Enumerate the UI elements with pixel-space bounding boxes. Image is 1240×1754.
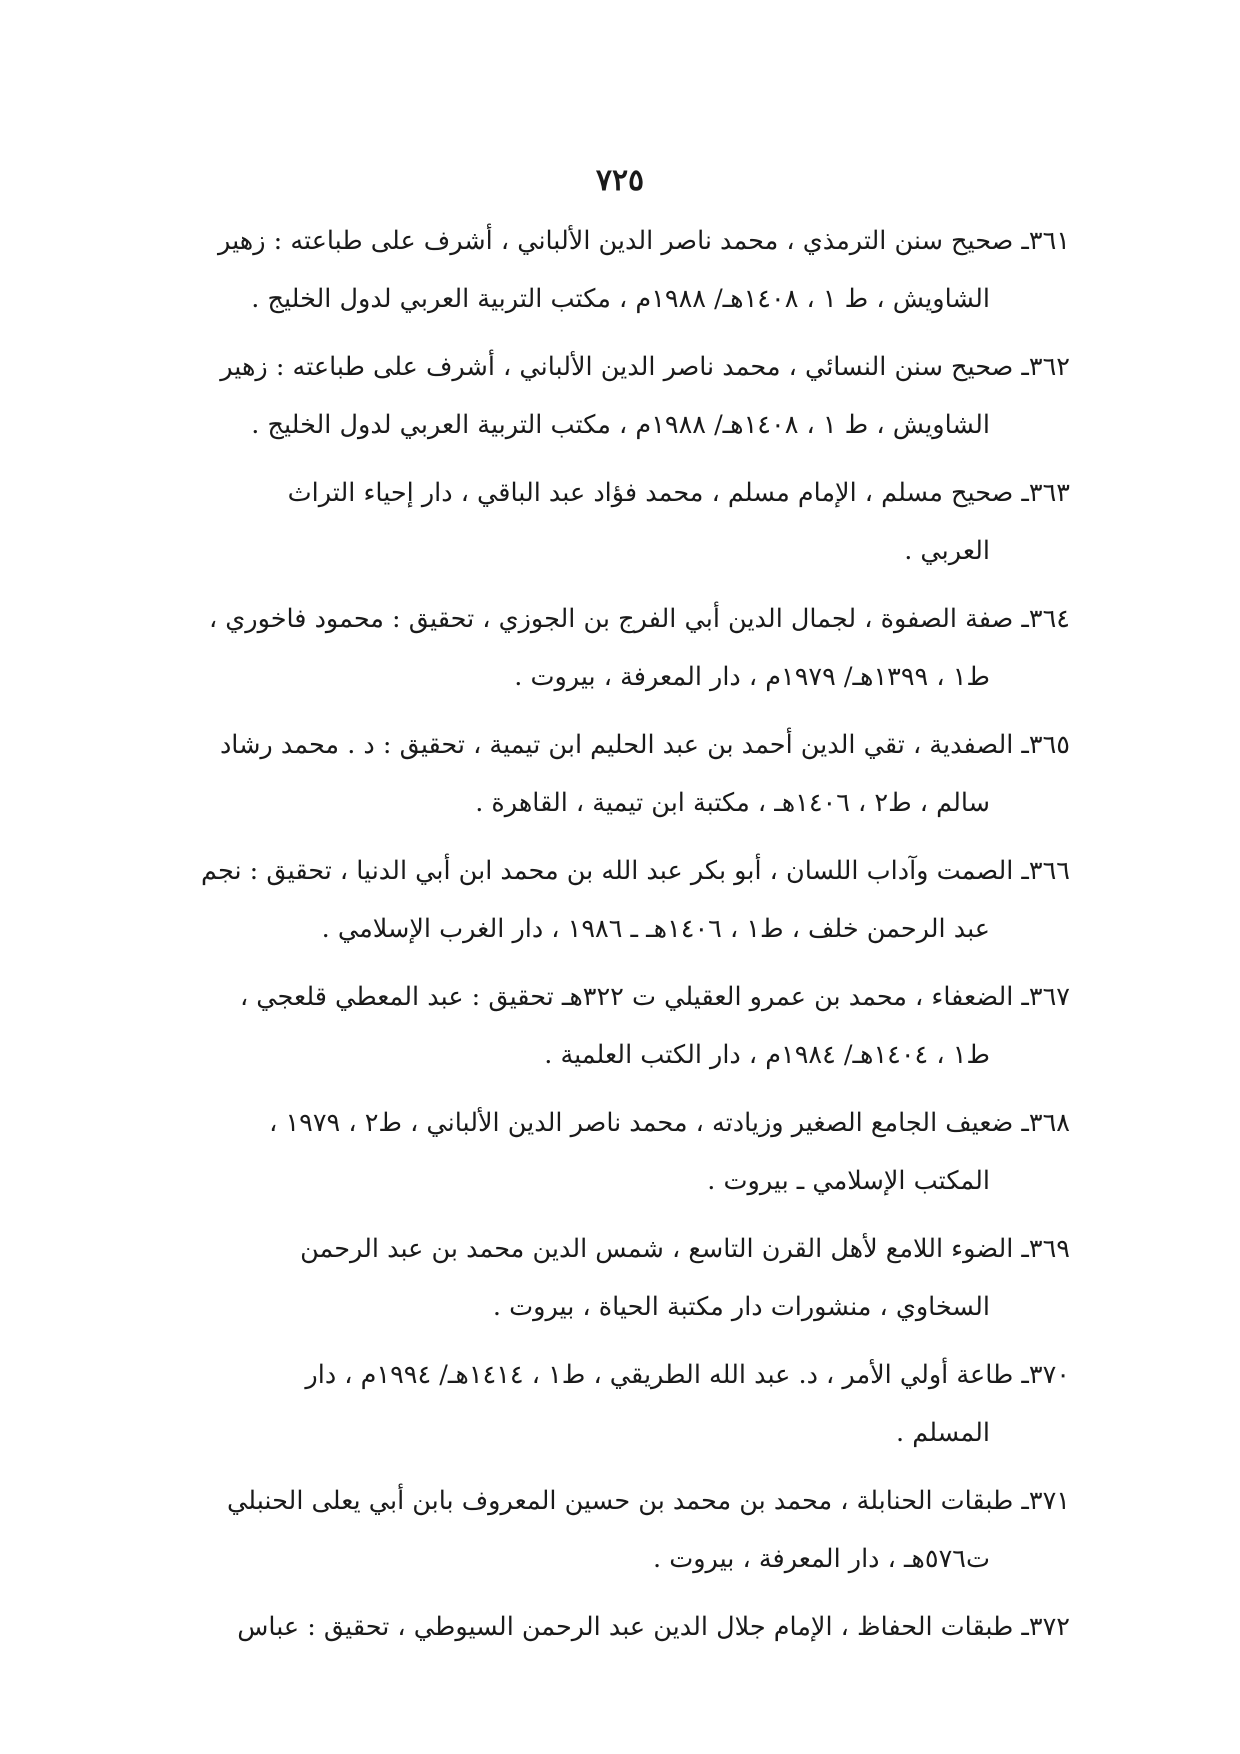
entry-continuation: ط١ ، ١٣٩٩هـ/ ١٩٧٩م ، دار المعرفة ، بيروت .: [514, 662, 990, 692]
bibliography-list: [150, 212, 1070, 1666]
bibliography-entry-372: [150, 1598, 1070, 1656]
bibliography-entry-362: [150, 338, 1070, 454]
entry-continuation: السخاوي ، منشورات دار مكتبة الحياة ، بيروت .: [492, 1292, 990, 1322]
entry-continuation: ط١ ، ١٤٠٤هـ/ ١٩٨٤م ، دار الكتب العلمية .: [544, 1040, 990, 1070]
bibliography-entry-364: [150, 590, 1070, 706]
bibliography-entry-366: [150, 842, 1070, 958]
entry-line: ٣٦٥ـ الصفدية ، تقي الدين أحمد بن عبد الحليم ابن تيمية ، تحقيق : د . محمد رشاد: [219, 730, 1070, 760]
bibliography-entry-368: [150, 1094, 1070, 1210]
entry-continuation: الشاويش ، ط ١ ، ١٤٠٨هـ/ ١٩٨٨م ، مكتب التربية العربي لدول الخليج .: [251, 410, 990, 440]
entry-line: ٣٦٤ـ صفة الصفوة ، لجمال الدين أبي الفرج بن الجوزي ، تحقيق : محمود فاخوري ،: [208, 604, 1070, 634]
bibliography-entry-365: [150, 716, 1070, 832]
bibliography-entry-363: [150, 464, 1070, 580]
entry-continuation: العربي .: [904, 536, 990, 566]
entry-line: ٣٦٩ـ الضوء اللامع لأهل القرن التاسع ، شمس الدين محمد بن عبد الرحمن: [300, 1234, 1070, 1264]
entry-line: ٣٦٢ـ صحيح سنن النسائي ، محمد ناصر الدين الألباني ، أشرف على طباعته : زهير: [220, 352, 1070, 382]
entry-line: ٣٦٨ـ ضعيف الجامع الصغير وزيادته ، محمد ناصر الدين الألباني ، ط٢ ، ١٩٧٩ ،: [269, 1108, 1070, 1138]
bibliography-entry-369: [150, 1220, 1070, 1336]
entry-continuation: المسلم .: [896, 1418, 990, 1448]
entry-continuation: المكتب الإسلامي ـ بيروت .: [707, 1166, 990, 1196]
page-number: ٧٢٥: [595, 163, 645, 198]
entry-line: ٣٧١ـ طبقات الحنابلة ، محمد بن محمد بن حسين المعروف بابن أبي يعلى الحنبلي: [227, 1486, 1070, 1516]
entry-continuation: ت٥٧٦هـ ، دار المعرفة ، بيروت .: [653, 1544, 990, 1574]
entry-line: ٣٦٣ـ صحيح مسلم ، الإمام مسلم ، محمد فؤاد عبد الباقي ، دار إحياء التراث: [287, 478, 1070, 508]
entry-continuation: عبد الرحمن خلف ، ط١ ، ١٤٠٦هـ ـ ١٩٨٦ ، دار الغرب الإسلامي .: [321, 914, 990, 944]
bibliography-entry-367: [150, 968, 1070, 1084]
entry-continuation: سالم ، ط٢ ، ١٤٠٦هـ ، مكتبة ابن تيمية ، القاهرة .: [475, 788, 990, 818]
bibliography-entry-361: [150, 212, 1070, 328]
entry-continuation: الشاويش ، ط ١ ، ١٤٠٨هـ/ ١٩٨٨م ، مكتب التربية العربي لدول الخليج .: [251, 284, 990, 314]
bibliography-entry-371: [150, 1472, 1070, 1588]
entry-line: ٣٧٠ـ طاعة أولي الأمر ، د. عبد الله الطريقي ، ط١ ، ١٤١٤هـ/ ١٩٩٤م ، دار: [305, 1360, 1070, 1390]
entry-line: ٣٦١ـ صحيح سنن الترمذي ، محمد ناصر الدين الألباني ، أشرف على طباعته : زهير: [218, 226, 1070, 256]
entry-line: ٣٦٦ـ الصمت وآداب اللسان ، أبو بكر عبد الله بن محمد ابن أبي الدنيا ، تحقيق : نجم: [201, 856, 1070, 886]
entry-line: ٣٦٧ـ الضعفاء ، محمد بن عمرو العقيلي ت ٣٢٢هـ تحقيق : عبد المعطي قلعجي ،: [239, 982, 1070, 1012]
bibliography-entry-370: [150, 1346, 1070, 1462]
entry-line: ٣٧٢ـ طبقات الحفاظ ، الإمام جلال الدين عبد الرحمن السيوطي ، تحقيق : عباس: [237, 1612, 1070, 1642]
